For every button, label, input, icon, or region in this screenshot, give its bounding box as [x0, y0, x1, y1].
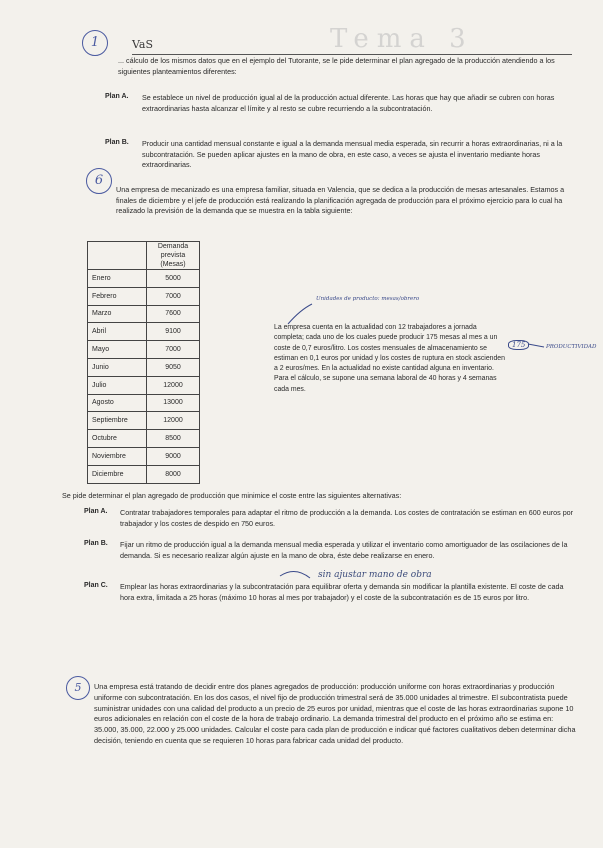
table-row: Diciembre 8000: [88, 465, 200, 483]
table-row: Enero 5000: [88, 270, 200, 288]
header-scribble: Tema 3: [330, 24, 474, 54]
section2-intro: Una empresa de mecanizado es una empresa familiar, situada en Valencia, que se dedica a la producción de mesas artesanales. Estamos a finales de diciembre y el jefe de producción está realizando la planificación agregada de producción para el próximo ejercicio para lo cual ha realizado la previsión de la demanda que se muestra en la tabla siguiente:: [116, 185, 565, 215]
table-row: Julio 12000: [88, 376, 200, 394]
table-row: Abril 9100: [88, 323, 200, 341]
s1-option-b-label: Plan B.: [105, 139, 129, 146]
s2-option-b-label: Plan B.: [84, 540, 108, 547]
section1-intro: ... cálculo de los mismos datos que en el ejemplo del Tutorante, se le pide determinar el plan agregado de la producción atendiendo a los siguientes planteamientos diferentes:: [118, 56, 555, 76]
table-row: Febrero 7000: [88, 287, 200, 305]
table-row: Agosto 13000: [88, 394, 200, 412]
section2-question: Se pide determinar el plan agregado de producción que minimice el coste entre las siguientes alternativas:: [62, 491, 402, 500]
handwritten-annotation-productividad: PRODUCTIVIDAD: [546, 344, 597, 350]
s2-option-a-text: Contratar trabajadores temporales para adaptar el ritmo de producción a la demanda. Los costes de contratación se estiman en 600 euros por trabajador y los costes de despido en 750 euros.: [120, 508, 574, 528]
boxed-productivity-value: 175: [508, 340, 529, 350]
section2-side-text: La empresa cuenta en la actualidad con 12 trabajadores a jornada completa; cada uno de los cuales puede producir 175 mesas al mes a un coste de 0,7 euros/litro. Los costes mensuales de almacenamiento se estiman en 0,1 euros por unidad y los costes de ruptura en stock ascienden a 2 euros/mes. En la actualidad no existe cantidad alguna en inventario. Para el cálculo, se supone una semana laboral de 40 horas y 4 semanas cada mes.: [274, 324, 505, 393]
s2-option-c-label: Plan C.: [84, 582, 108, 589]
s2-option-a-label: Plan A.: [84, 508, 108, 515]
table-row: Junio 9050: [88, 358, 200, 376]
table-row: Mayo 7000: [88, 341, 200, 359]
table-row: Noviembre 9000: [88, 447, 200, 465]
table-row: Marzo 7600: [88, 305, 200, 323]
s2-option-c-text: Emplear las horas extraordinarias y la subcontratación para equilibrar oferta y demanda sin modificar la plantilla existente. El coste de cada hora extra, limitada a 25 horas (máximo 10 horas al mes por trabajador) y el coste de la subcontratación es de 15 euros por litro.: [120, 582, 564, 602]
s2-option-b-text: Fijar un ritmo de producción igual a la demanda mensual media esperada y utilizar el inventario como amortiguador de las oscilaciones de la demanda. Si es necesario realizar algún ajuste en la mano de obra, éste debe realizarse en enero.: [120, 540, 568, 560]
table-row: Septiembre 12000: [88, 412, 200, 430]
exercise-number-circle-5: 5: [66, 676, 90, 700]
exercise-number-circle-1: 1: [82, 30, 108, 56]
s1-option-a-text: Se establece un nivel de producción igual al de la producción actual diferente. Las horas que hay que añadir se cubren con horas extraordinarias hasta alcanzar el límite y al resto se cubre recurriendo a la subcontratación.: [142, 93, 555, 113]
handwritten-note: sin ajustar mano de obra: [318, 570, 432, 580]
s1-option-b-text: Producir una cantidad mensual constante e igual a la demanda mensual media esperada, sin recurrir a horas extraordinarias, ni a la subcontratación. Se pueden aplicar ajustes en la mano de obra, en este caso, a veces se ajusta el inventario mediante horas extraordinarias.: [142, 139, 563, 169]
handwritten-annotation-units: Unidades de producto: mesas/obrero: [316, 296, 420, 302]
section3-text: Una empresa está tratando de decidir entre dos planes agregados de producción: producción uniforme con horas extraordinarias y producción uniforme con subcontratación. En los dos casos, el nivel fijo de producción trimestral será de 35.000 unidades al trimestre. El subcontratista puede suministrar unidades con una calidad del producto a un precio de 25 euros por unidad, mientras que el coste de las horas extraordinarias supone 10 euros adicionales en relación con el coste de la hora de trabajo ordinario. La demanda trimestral del producto en el próximo año se estima en: 35.000, 35.000, 22.000 y 25.000 unidades. Calcular el coste para cada plan de producción e indicar qué factores cualitativos deben determinar dicha decisión, teniendo en cuenta que se requieren 10 horas para fabricar cada unidad del producto.: [94, 682, 576, 745]
table-row: Octubre 8500: [88, 430, 200, 448]
s1-option-a-label: Plan A.: [105, 93, 129, 100]
header-mark: VaS: [132, 38, 154, 51]
exercise-number-circle-6: 6: [86, 168, 112, 194]
demand-table-header: Demanda prevista (Mesas): [147, 242, 200, 270]
